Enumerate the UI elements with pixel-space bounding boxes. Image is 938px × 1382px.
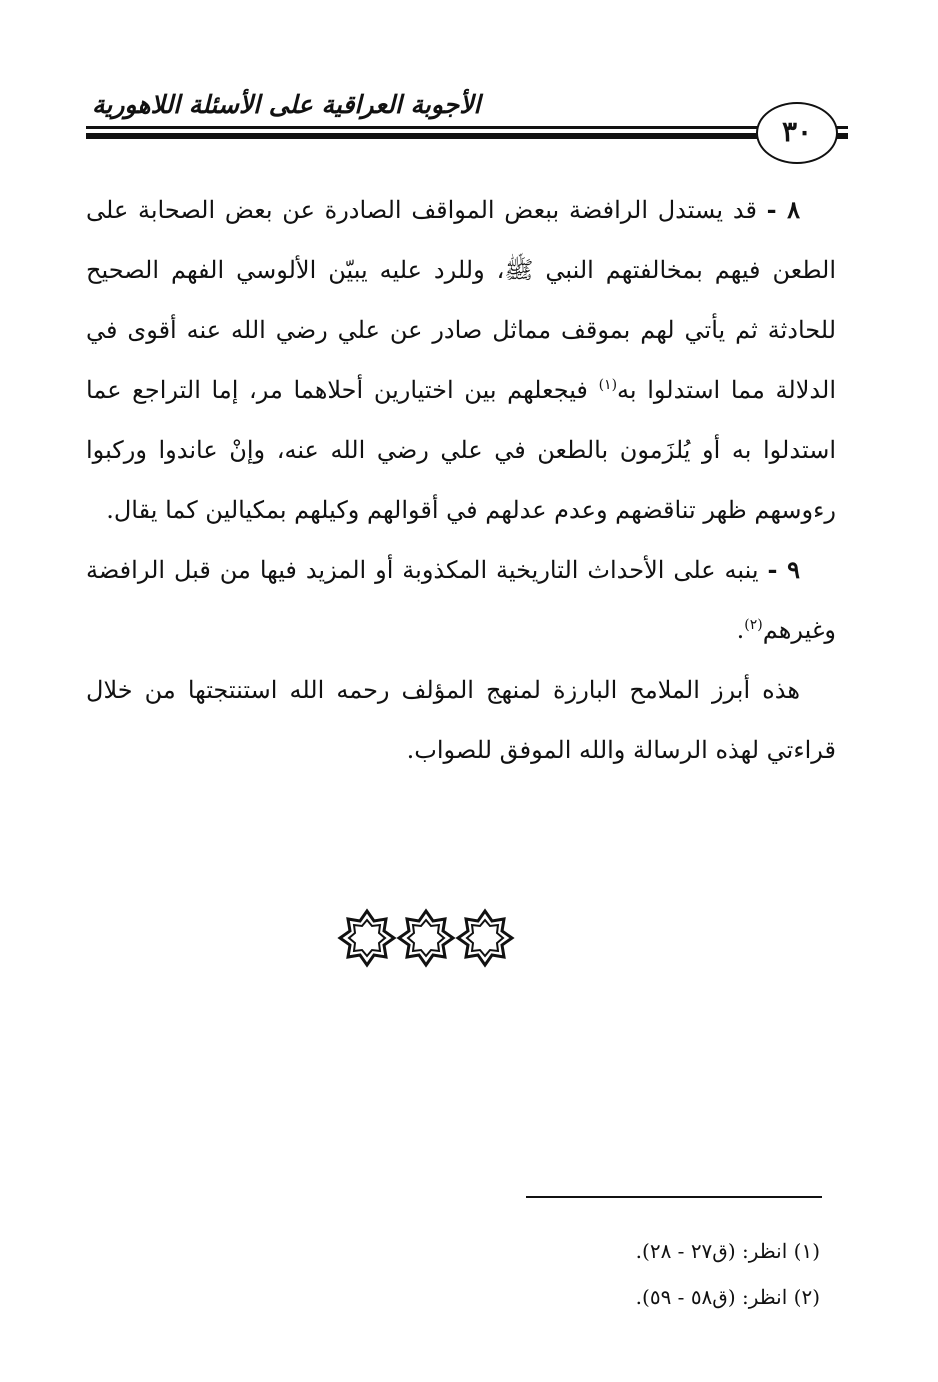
- star-ornament-divider: [336, 908, 516, 968]
- running-title: الأجوبة العراقية على الأسئلة اللاهورية: [92, 90, 481, 119]
- page-number: ٣٠: [756, 102, 838, 164]
- item-8-text-part1: قد يستدل الرافضة ببعض المواقف الصادرة عن بعض الصحابة على الطعن فيهم بمخالفتهم النبي ﷺ، وللرد عليه يبيّن الألوسي الفهم الصحيح للحادثة ثم يأتي لهم بموقف مماثل صادر عن علي رضي الله عنه أقوى في الدلالة مما استدلوا به: [86, 196, 836, 404]
- header-rule: [86, 126, 848, 139]
- footnote-ref-2[interactable]: (٢): [744, 617, 763, 633]
- item-9-text: ينبه على الأحداث التاريخية المكذوبة أو المزيد فيها من قبل الرافضة وغيرهم: [86, 556, 836, 644]
- footnote-ref-1[interactable]: (١): [598, 377, 618, 393]
- paragraph-conclusion: هذه أبرز الملامح البارزة لمنهج المؤلف رحمه الله استنتجتها من خلال قراءتي لهذه الرسالة والله الموفق للصواب.: [86, 676, 836, 764]
- paragraph-item-8: [86, 180, 836, 540]
- star-ornament-icon: [399, 911, 453, 965]
- star-ornament-icon: [340, 911, 394, 965]
- star-ornament-icon: [458, 911, 512, 965]
- page-header: [86, 80, 848, 170]
- main-text: [86, 180, 836, 780]
- item-9-end: .: [736, 616, 745, 644]
- footnote-separator: [526, 1196, 822, 1198]
- paragraph-item-9: [86, 540, 836, 660]
- item-number: ٩ -: [767, 555, 800, 584]
- footnotes: [420, 1228, 820, 1320]
- item-8-text-part2: فيجعلهم بين اختيارين أحلاهما مر، إما التراجع عما استدلوا به أو يُلزَمون بالطعن في علي رضي الله عنه، وإنْ عاندوا وركبوا رءوسهم ظهر تناقضهم وعدم عدلهم في أقوالهم وكيلهم بمكيالين كما يقال.: [86, 376, 836, 524]
- footnote-1: (١) انظر: (ق٢٧ - ٢٨).: [635, 1239, 820, 1263]
- item-number: ٨ -: [766, 195, 800, 224]
- footnote-2: (٢) انظر: (ق٥٨ - ٥٩).: [635, 1285, 820, 1309]
